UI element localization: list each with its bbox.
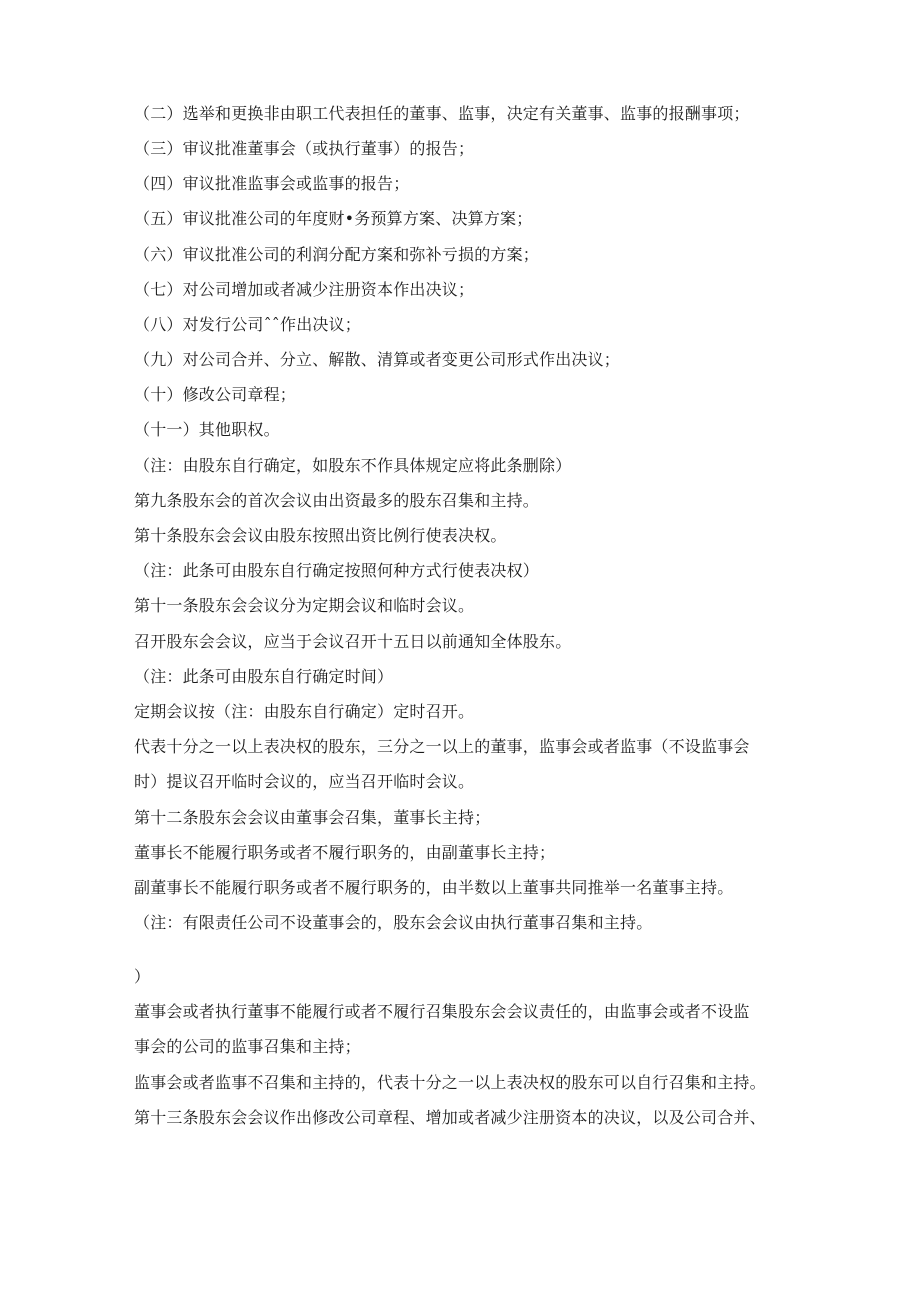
text-line: 第十条股东会会议由股东按照出资比例行使表决权。 (134, 526, 507, 545)
text-line: （七）对公司增加或者减少注册资本作出决议； (134, 280, 475, 299)
text-line: （八）对发行公司ˆˆ作出决议； (134, 315, 362, 334)
text-line: 第九条股东会的首次会议由出资最多的股东召集和主持。 (134, 491, 540, 510)
text-line: 副董事长不能履行职务或者不履行职务的，由半数以上董事共同推举一名董事主持。 (134, 878, 734, 897)
text-line: （四）审议批准监事会或监事的报告； (134, 174, 410, 193)
text-line: 监事会或者监事不召集和主持的，代表十分之一以上表决权的股东可以自行召集和主持。 (134, 1073, 766, 1092)
text-line: 召开股东会会议，应当于会议召开十五日以前通知全体股东。 (134, 632, 572, 651)
text-line: （三）审议批准董事会（或执行董事）的报告； (134, 139, 475, 158)
text-line: 代表十分之一以上表决权的股东，三分之一以上的董事，监事会或者监事（不设监事会 (134, 737, 750, 756)
text-line: （注：此条可由股东自行确定时间） (134, 667, 394, 686)
text-line: （注：此条可由股东自行确定按照何种方式行使表决权） (134, 561, 540, 580)
text-line: （二）选举和更换非由职工代表担任的董事、监事，决定有关董事、监事的报酬事项； (134, 104, 750, 123)
text-line: 第十二条股东会会议由董事会召集，董事长主持； (134, 808, 491, 827)
text-line: （注：有限责任公司不设董事会的，股东会会议由执行董事召集和主持。 (134, 913, 653, 932)
text-line: （五）审议批准公司的年度财•务预算方案、决算方案； (134, 209, 533, 228)
text-line: 第十三条股东会会议作出修改公司章程、增加或者减少注册资本的决议，以及公司合并、 (134, 1108, 766, 1127)
text-line: 时）提议召开临时会议的，应当召开临时会议。 (134, 772, 475, 791)
text-line: ） (134, 967, 151, 986)
text-line: （十一）其他职权。 (134, 420, 280, 439)
text-line: （注：由股东自行确定，如股东不作具体规定应将此条删除） (134, 456, 572, 475)
text-line: 第十一条股东会会议分为定期会议和临时会议。 (134, 596, 475, 615)
text-line: （九）对公司合并、分立、解散、清算或者变更公司形式作出决议； (134, 350, 621, 369)
text-line: 董事长不能履行职务或者不履行职务的，由副董事长主持； (134, 843, 556, 862)
text-line: 事会的公司的监事召集和主持； (134, 1037, 361, 1056)
text-line: （六）审议批准公司的利润分配方案和弥补亏损的方案； (134, 245, 540, 264)
text-line: 定期会议按（注：由股东自行确定）定时召开。 (134, 702, 475, 721)
text-line: 董事会或者执行董事不能履行或者不履行召集股东会会议责任的，由监事会或者不设监 (134, 1002, 750, 1021)
text-line: （十）修改公司章程； (134, 385, 297, 404)
